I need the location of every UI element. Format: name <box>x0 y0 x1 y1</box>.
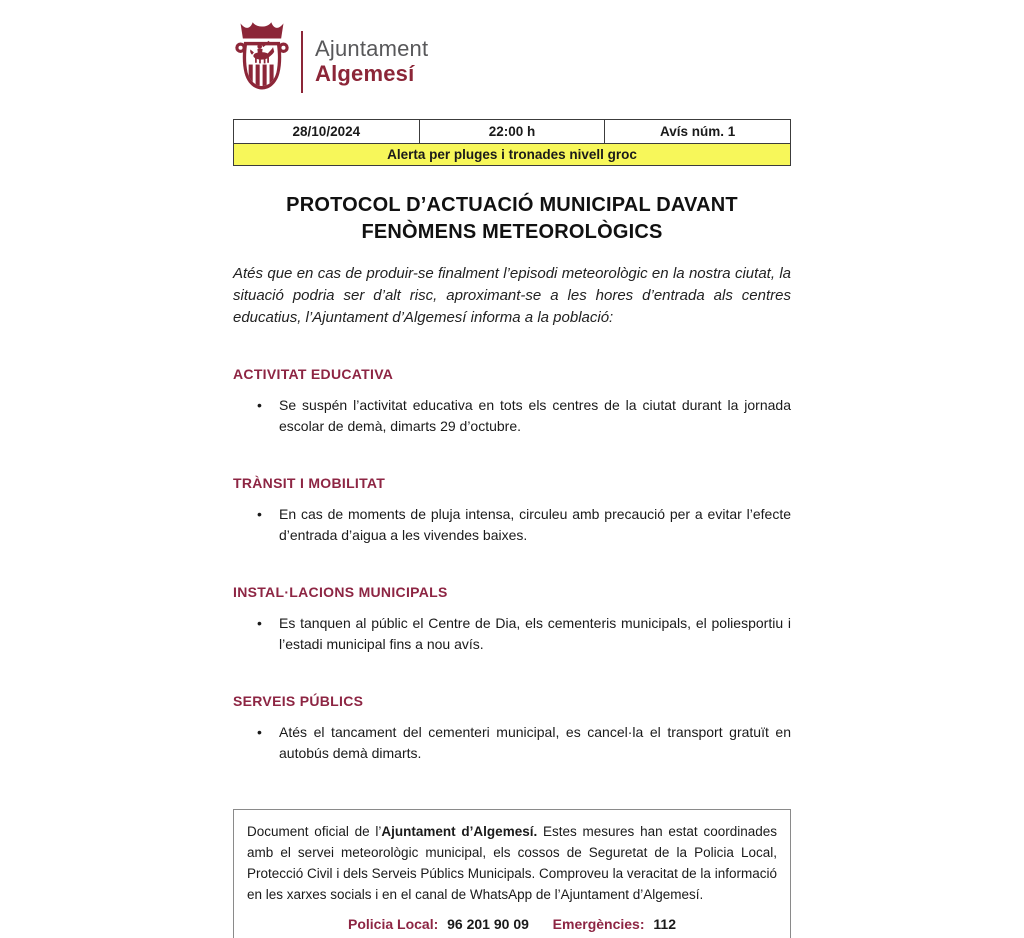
section-installacions-municipals <box>233 584 791 655</box>
official-footer-box <box>233 809 791 938</box>
ajuntament-algemesi-logo <box>233 14 791 100</box>
bullet-item: • En cas de moments de pluja intensa, circuleu amb precaució per a evitar l’efecte d’entrada d’aigua a les vivendes baixes. <box>233 504 791 546</box>
police-phone-number: 96 201 90 09 <box>447 916 529 932</box>
section-serveis-publics <box>233 693 791 764</box>
section-heading: ACTIVITAT EDUCATIVA <box>233 366 394 382</box>
emergency-phone-number: 112 <box>653 916 676 932</box>
section-bullet-list <box>233 722 791 764</box>
logo-city-name: Algemesí <box>315 61 415 86</box>
page-title-line1: PROTOCOL D’ACTUACIÓ MUNICIPAL DAVANT <box>286 194 738 216</box>
logo-wordmark <box>315 28 428 86</box>
logo-divider <box>301 31 303 93</box>
section-heading: SERVEIS PÚBLICS <box>233 693 364 709</box>
coat-of-arms-icon <box>233 15 291 99</box>
meta-date: 28/10/2024 <box>234 120 420 144</box>
section-bullet-list <box>233 613 791 655</box>
police-label: Policia Local: <box>348 916 439 932</box>
meta-time: 22:00 h <box>419 120 605 144</box>
contact-line <box>247 916 777 932</box>
official-note-org: Ajuntament d’Algemesí. <box>381 824 538 839</box>
bullet-item: • Atés el tancament del cementeri municipal, es cancel·la el transport gratuït en autobús demà dimarts. <box>233 722 791 764</box>
emergency-label: Emergències: <box>552 916 645 932</box>
section-heading: TRÀNSIT I MOBILITAT <box>233 475 386 491</box>
document-body <box>233 0 791 938</box>
bullet-item: • Es tanquen al públic el Centre de Dia, els cementeris municipals, el poliesportiu i l’estadi municipal fins a nou avís. <box>233 613 791 655</box>
official-note <box>247 821 777 905</box>
alert-row <box>234 144 791 166</box>
section-heading: INSTAL·LACIONS MUNICIPALS <box>233 584 448 600</box>
section-bullet-list <box>233 395 791 437</box>
page-title-line2: FENÒMENS METEOROLÒGICS <box>361 221 663 243</box>
official-note-lead: Document oficial de l’ <box>247 824 382 839</box>
meta-row <box>234 120 791 144</box>
section-activitat-educativa <box>233 366 791 437</box>
official-note-rest: Estes mesures han estat coordinades amb el servei meteorològic municipal, els cossos de Seguretat de la Policia Local, Protecció Civil i dels Serveis Públics Municipals. Comproveu la veracitat de la informació en les xarxes socials i en el canal de WhatsApp de l’Ajuntament d’Algemesí. <box>247 824 777 902</box>
section-transit-mobilitat <box>233 475 791 546</box>
bullet-item: • Se suspén l’activitat educativa en tots els centres de la ciutat durant la jornada escolar de demà, dimarts 29 d’octubre. <box>233 395 791 437</box>
meta-notice-number: Avís núm. 1 <box>605 120 791 144</box>
section-bullet-list <box>233 504 791 546</box>
alert-banner: Alerta per pluges i tronades nivell groc <box>234 144 791 166</box>
notice-meta-table <box>233 119 791 166</box>
logo-org-name: Ajuntament <box>315 36 429 61</box>
page-title <box>233 192 791 246</box>
intro-paragraph: Atés que en cas de produir-se finalment l’episodi meteorològic en la nostra ciutat, la situació podria ser d’alt risc, aproximant-se a les hores d’entrada als centres educatius, l’Ajuntament d’Algemesí informa a la població: <box>233 265 791 326</box>
